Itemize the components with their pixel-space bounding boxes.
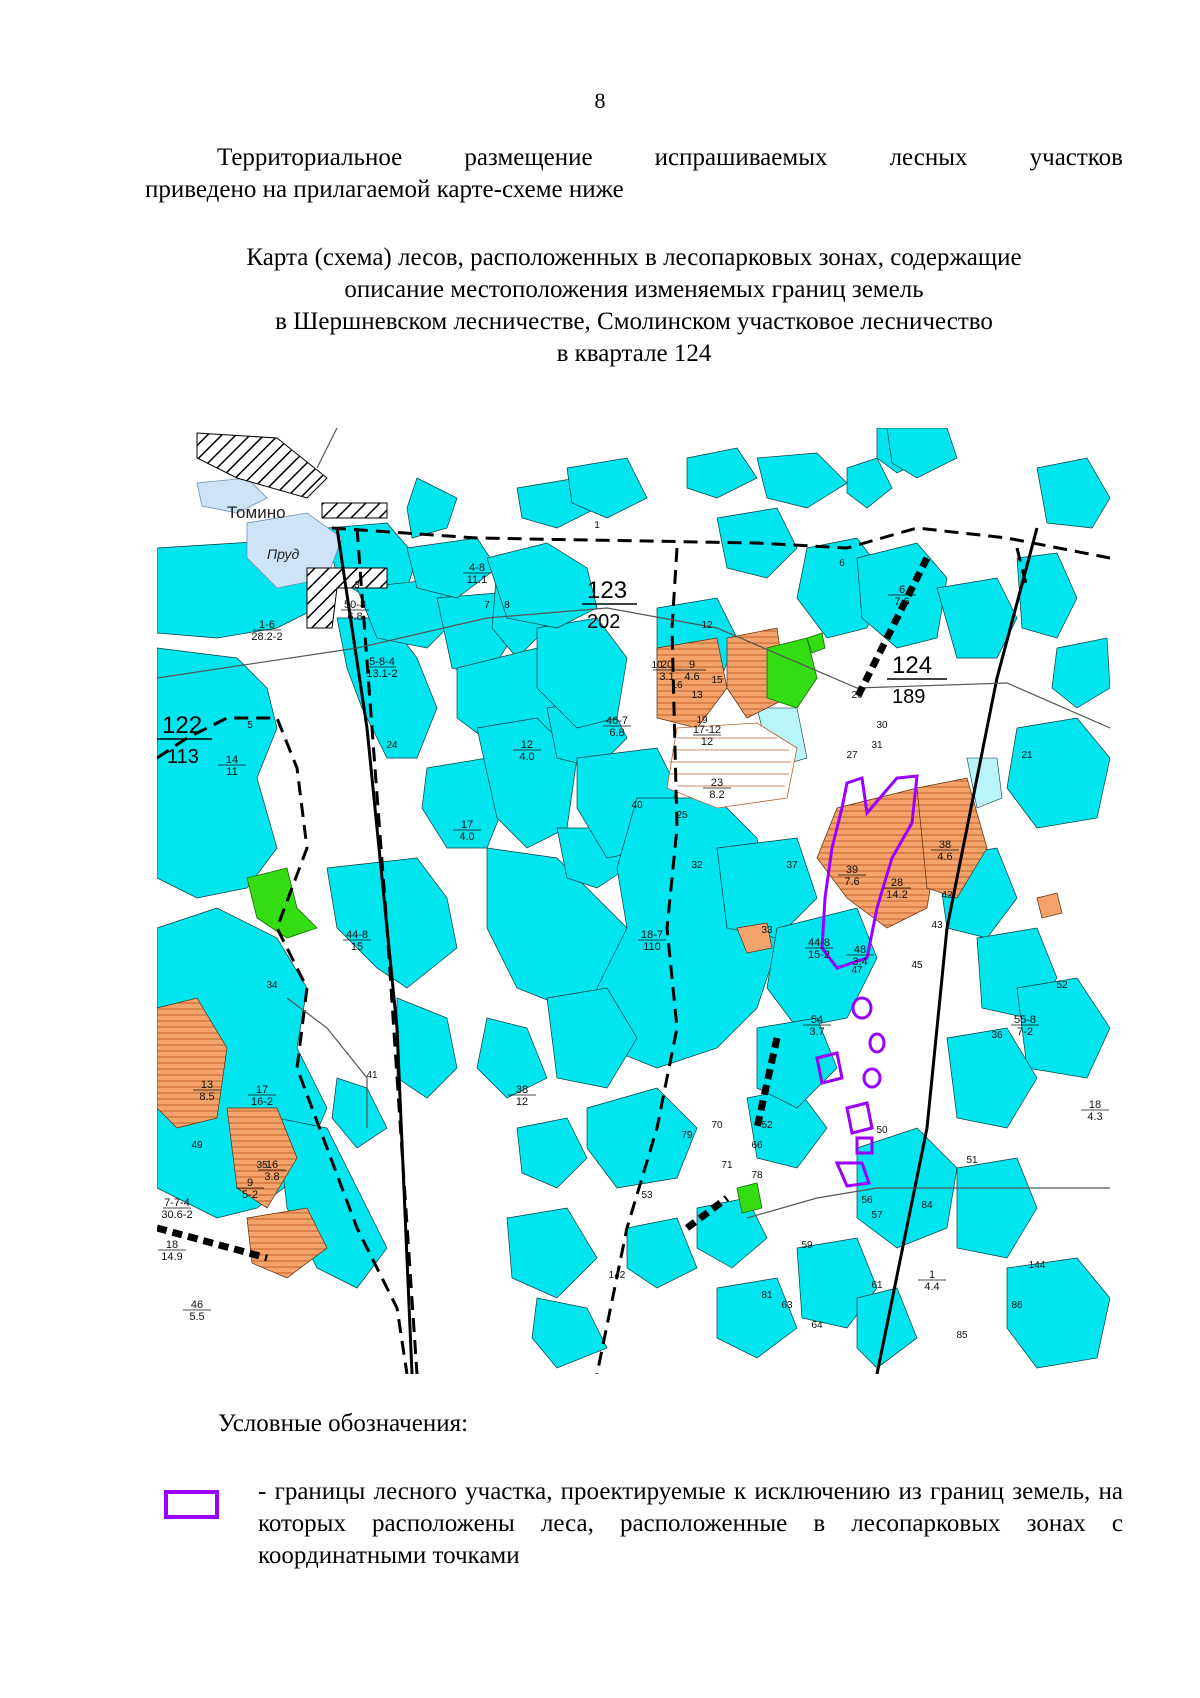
plot-label-area: 4.0 <box>459 831 475 843</box>
plot-label-number: 55-8 <box>1013 1014 1037 1026</box>
intro-paragraph <box>145 142 1123 206</box>
stand-number: 86 <box>1011 1300 1023 1311</box>
stand-number: 64 <box>811 1320 823 1331</box>
stand-number: 32 <box>691 860 703 871</box>
plot-label-number: 20 <box>660 659 674 671</box>
pond-label: Пруд <box>267 546 300 562</box>
stand-number: 49 <box>191 1140 203 1151</box>
stand-number: 85 <box>956 1330 968 1341</box>
intro-line-2: приведено на прилагаемой карте-схеме ниже <box>145 176 624 203</box>
plot-label-area: 12 <box>700 736 714 748</box>
plot-label-number: 28 <box>890 877 904 889</box>
stand-number: 13 <box>691 690 703 701</box>
quarter-number-123: 123 <box>587 577 628 604</box>
plot-label-area: 5.5 <box>189 1311 205 1323</box>
plot-label-number: 18 <box>165 1239 179 1251</box>
hatched-clearings <box>667 723 797 808</box>
stand-number: 31 <box>871 740 883 751</box>
legend-title: Условные обозначения: <box>218 1410 469 1437</box>
stand-number: 53 <box>641 1190 653 1201</box>
map-title-line-4: в квартале 124 <box>556 340 712 367</box>
plot-label-area: 11.1 <box>466 574 488 586</box>
plot-label-number: 12 <box>520 739 534 751</box>
stand-number: 42 <box>941 890 953 901</box>
plot-label-area: 14.2 <box>886 889 908 901</box>
plot-label-area: 11 <box>226 766 238 778</box>
plot-label-number: 1-6 <box>259 619 275 631</box>
plot-label-area: 6.8 <box>609 727 625 739</box>
plot-label-area: 3.8 <box>264 1171 280 1183</box>
stand-number: 59 <box>801 1240 813 1251</box>
plot-label-number: 1 <box>928 1269 936 1281</box>
plot-label-number: 44-8 <box>807 937 831 949</box>
plot-label-area: 6.8 <box>347 611 363 623</box>
legend-item-text: - границы лесного участка, проектируемые к исключению из границ земель, на которых расположены леса, расположенные в лесопарковых зонах с координатными точками <box>258 1478 1123 1569</box>
plot-label-number: 18-7 <box>640 929 664 941</box>
stand-number: 63 <box>781 1300 793 1311</box>
quarter-area-123: 202 <box>587 611 621 633</box>
stand-number: 56 <box>861 1195 873 1206</box>
stand-number: 71 <box>721 1160 733 1171</box>
plot-label <box>161 1197 192 1221</box>
plot-label-number: 7-7-4 <box>164 1197 190 1209</box>
quarter-area-124: 189 <box>892 686 926 708</box>
stand-number: 144 <box>1028 1260 1046 1271</box>
plot-label-number: 44-8 <box>345 929 369 941</box>
plot-label-area: 4.4 <box>924 1281 940 1293</box>
map-title-line-1: Карта (схема) лесов, расположенных в лесопарковых зонах, содержащие <box>246 244 1022 271</box>
plot-label-number: 46 <box>190 1299 204 1311</box>
plot-label <box>366 656 397 680</box>
stand-number: 45 <box>911 960 923 971</box>
stand-number: 24 <box>386 740 398 751</box>
stand-number: 41 <box>366 1070 378 1081</box>
plot-label-number: 50-8 <box>343 599 367 611</box>
plot-label-number: 4-8 <box>469 562 485 574</box>
stand-number: 10 <box>651 660 663 671</box>
plot-label-area: 110 <box>643 941 661 953</box>
plot-label-area: 14.9 <box>161 1251 183 1263</box>
stand-number: 35 <box>256 1160 268 1171</box>
stand-number: 20 <box>851 690 863 701</box>
stand-number: 15 <box>711 675 723 686</box>
stand-number: 34 <box>266 980 278 991</box>
plot-label-number: 18 <box>1088 1099 1102 1111</box>
stand-number: 57 <box>871 1210 883 1221</box>
plot-label-number: 14 <box>225 754 239 766</box>
stand-number: 43 <box>931 920 943 931</box>
stand-number: 3 <box>354 580 360 591</box>
stand-number: 5 <box>247 720 253 731</box>
plot-label-area: 13.1-2 <box>366 668 398 680</box>
stand-number: 79 <box>681 1130 693 1141</box>
plot-label-area: 4.6 <box>937 851 953 863</box>
plot-label-number: 16 <box>265 1159 279 1171</box>
plot-label-area: 3.4 <box>852 956 868 968</box>
stand-number: 21 <box>1021 750 1033 761</box>
stand-number: 40 <box>631 800 643 811</box>
plot-label <box>805 937 833 961</box>
plot-label-area: 7.6 <box>894 596 910 608</box>
quarter-area-122: 113 <box>167 746 199 768</box>
plot-label-number: 9 <box>246 1177 254 1189</box>
stand-number: 1 <box>594 520 600 531</box>
stand-number: 66 <box>751 1140 763 1151</box>
stand-number: 61 <box>871 1280 883 1291</box>
plot-label-number: 38 <box>515 1084 529 1096</box>
stand-number: 78 <box>751 1170 763 1181</box>
map-title <box>145 242 1123 370</box>
stand-number: 81 <box>761 1290 773 1301</box>
stand-number: 27 <box>846 750 858 761</box>
stand-number: 7 <box>484 600 490 611</box>
village-label: Томино <box>227 503 286 522</box>
plot-label-area: 15 <box>350 941 364 953</box>
plot-label-number: 39 <box>845 864 859 876</box>
plot-label-area: 3.1 <box>659 671 675 683</box>
stand-number: 52 <box>1056 980 1068 991</box>
stand-number: 84 <box>921 1200 933 1211</box>
plot-label-area: 3.7 <box>809 1026 825 1038</box>
plot-label-area: 8.5 <box>199 1091 215 1103</box>
stand-number: 47 <box>851 965 863 976</box>
stand-number: 12 <box>701 620 713 631</box>
stand-number: 6 <box>839 558 845 569</box>
stand-number: 19 <box>696 715 708 726</box>
plot-label-area: 7.6 <box>844 876 860 888</box>
stand-number: 16 <box>671 680 683 691</box>
plot-label-number: 17 <box>460 819 474 831</box>
plot-label-area: 4.3 <box>1087 1111 1103 1123</box>
intro-line-1: Территориальное размещение испрашиваемых лесных участков <box>217 144 1123 171</box>
plot-label-area: 5-2 <box>242 1189 258 1201</box>
stand-number: 50 <box>876 1125 888 1136</box>
page-number: 8 <box>594 88 606 113</box>
plot-label-area: 7-2 <box>1017 1026 1033 1038</box>
plot-label-number: 5-8-4 <box>369 656 395 668</box>
plot-label-area: 28.2-2 <box>251 631 283 643</box>
quarter-number-124: 124 <box>892 652 933 679</box>
plot-label-number: 46-7 <box>605 715 629 727</box>
legend-boundary-swatch <box>164 1490 219 1519</box>
stand-number: 25 <box>676 810 688 821</box>
plot-label-number: 23 <box>710 777 724 789</box>
stand-number: 33 <box>761 925 773 936</box>
plot-label-area: 30.6-2 <box>161 1209 193 1221</box>
plot-label-number: 17-12 <box>692 724 722 736</box>
plot-label-area: 4.0 <box>519 751 535 763</box>
plot-label-number: 38 <box>938 839 952 851</box>
map-title-line-2: описание местоположения изменяемых границ земель <box>344 276 924 303</box>
plot-label-number: 6 <box>898 584 906 596</box>
stand-number: 51 <box>966 1155 978 1166</box>
quarter-number-122: 122 <box>162 712 203 739</box>
plot-label-number: 48 <box>853 944 867 956</box>
plot-label-area: 4.6 <box>684 671 700 683</box>
plot-label-number: 13 <box>200 1079 214 1091</box>
forest-map <box>157 428 1110 1374</box>
plot-label-area: 16-2 <box>250 1096 274 1108</box>
stand-number: 30 <box>876 720 888 731</box>
stand-number: 70 <box>711 1120 723 1131</box>
plot-label-number: 54 <box>810 1014 824 1026</box>
plot-label-number: 17 <box>255 1084 269 1096</box>
map-title-line-3: в Шершневском лесничестве, Смолинском участковое лесничество <box>275 308 993 335</box>
stand-number: 37 <box>786 860 798 871</box>
plot-label-area: 8.2 <box>709 789 725 801</box>
plot-label-area: 15-2 <box>807 949 831 961</box>
stand-number: 142 <box>608 1270 626 1281</box>
stand-number: 36 <box>991 1030 1003 1041</box>
stand-number: 8 <box>504 600 510 611</box>
plot-label-area: 12 <box>515 1096 529 1108</box>
plot-label-number: 9 <box>688 659 696 671</box>
stand-number: 52 <box>761 1120 773 1131</box>
